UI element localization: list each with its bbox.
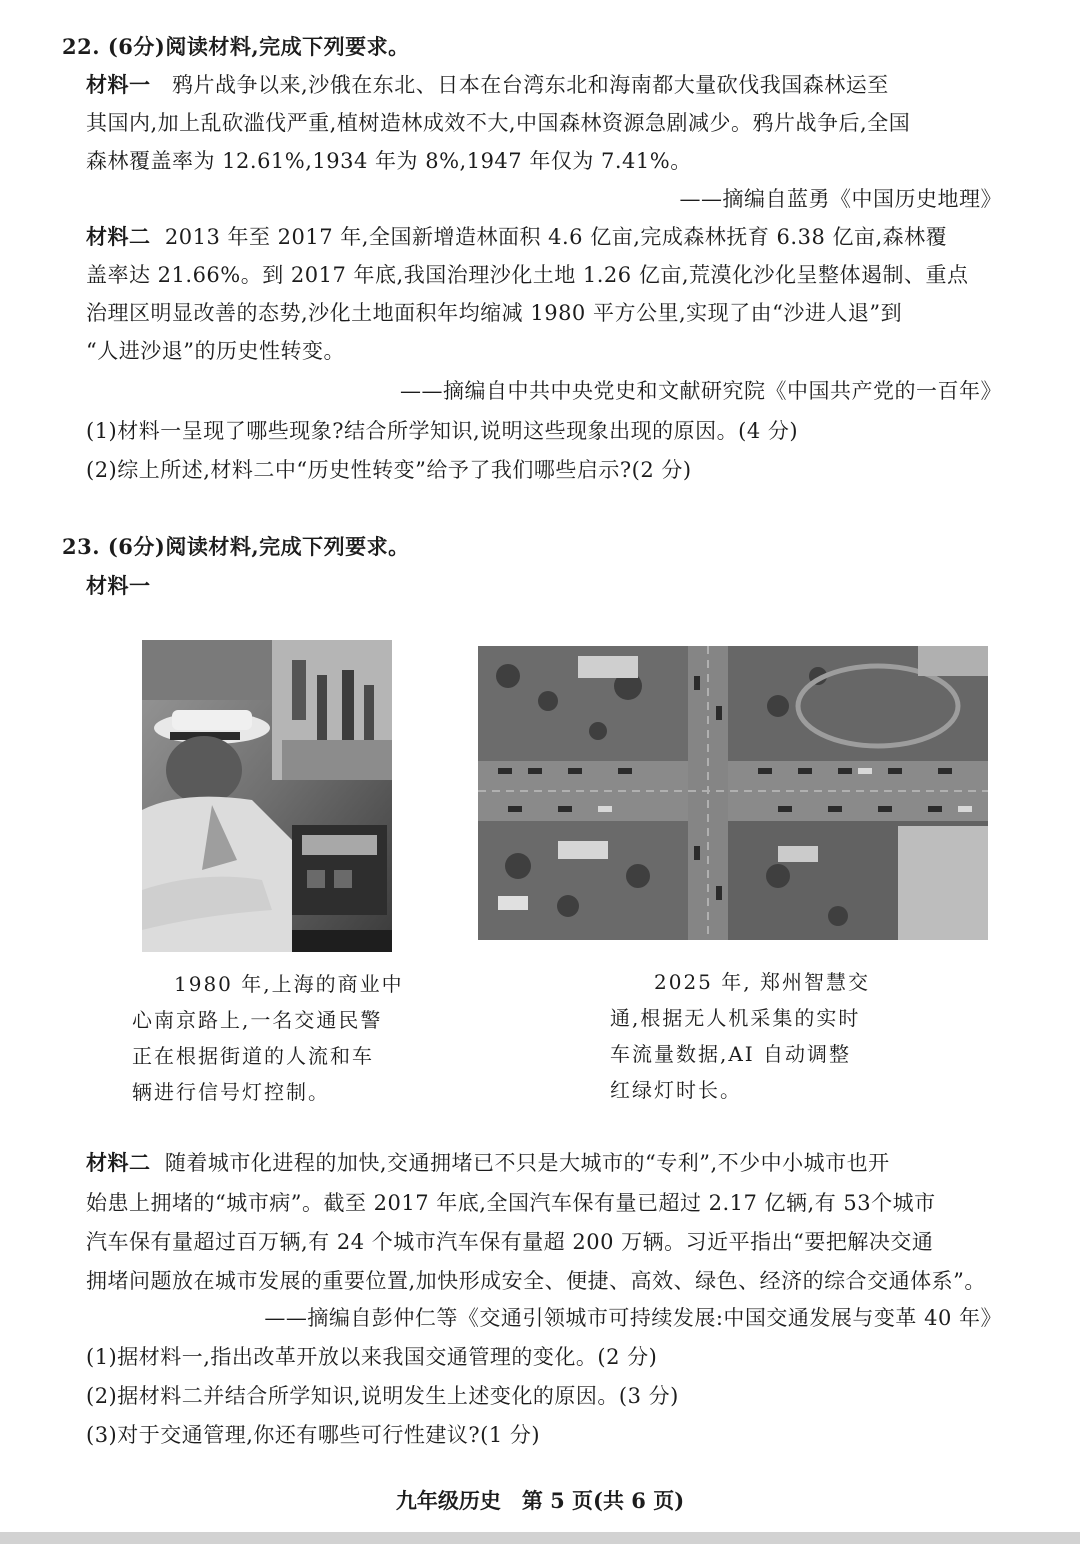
- caption-right-line4: 红绿灯时长。: [610, 1078, 742, 1102]
- q22-material1-line3: 森林覆盖率为 12.61%,1934 年为 8%,1947 年仅为 7.41%。: [86, 149, 692, 173]
- caption-right-line3: 车流量数据,AI 自动调整: [610, 1042, 852, 1066]
- q22-question1: (1)材料一呈现了哪些现象?结合所学知识,说明这些现象出现的原因。(4 分): [86, 419, 799, 443]
- photo-2025-aerial-intersection: [478, 646, 988, 940]
- q23-material2-line4: 拥堵问题放在城市发展的重要位置,加快形成安全、便捷、高效、绿色、经济的综合交通体系”。: [86, 1269, 986, 1293]
- traffic-officer-photo-graphic: [142, 640, 392, 952]
- q22-material1-source: ——摘编自蓝勇《中国历史地理》: [679, 187, 1002, 211]
- bottom-edge-bar: [0, 1532, 1080, 1544]
- q22-material2-line1: 材料二 2013 年至 2017 年,全国新增造林面积 4.6 亿亩,完成森林抚育 6.38 亿亩,森林覆: [86, 224, 948, 249]
- q22-title: 22. (6分)阅读材料,完成下列要求。: [62, 34, 410, 59]
- q22-material2-label: 材料二: [86, 224, 151, 249]
- q23-title: 23. (6分)阅读材料,完成下列要求。: [62, 534, 410, 559]
- aerial-intersection-graphic: [478, 646, 988, 940]
- q22-material1-label: 材料一: [86, 72, 151, 97]
- caption-left-line2: 心南京路上,一名交通民警: [132, 1008, 383, 1032]
- caption-right: [610, 964, 870, 1108]
- q23-question1: (1)据材料一,指出改革开放以来我国交通管理的变化。(2 分): [86, 1345, 658, 1369]
- q22-material2-line2: 盖率达 21.66%。到 2017 年底,我国治理沙化土地 1.26 亿亩,荒漠化沙化呈整体遏制、重点: [86, 263, 969, 287]
- caption-right-line2: 通,根据无人机采集的实时: [610, 1006, 861, 1030]
- q22-question2: (2)综上所述,材料二中“历史性转变”给予了我们哪些启示?(2 分): [86, 458, 692, 482]
- q23-material1-label: 材料一: [86, 573, 151, 598]
- caption-left: [132, 966, 404, 1110]
- q22-material2-line4: “人进沙退”的历史性转变。: [86, 339, 345, 363]
- q22-material2-line3: 治理区明显改善的态势,沙化土地面积年均缩减 1980 平方公里,实现了由“沙进人退”到: [86, 301, 903, 325]
- q23-material2-line2: 始患上拥堵的“城市病”。截至 2017 年底,全国汽车保有量已超过 2.17 亿辆,有 53个城市: [86, 1191, 936, 1215]
- q23-material2-source: ——摘编自彭仲仁等《交通引领城市可持续发展:中国交通发展与变革 40 年》: [264, 1306, 1002, 1330]
- q23-question3: (3)对于交通管理,你还有哪些可行性建议?(1 分): [86, 1423, 541, 1447]
- caption-left-line1: 1980 年,上海的商业中: [174, 972, 404, 996]
- caption-left-line4: 辆进行信号灯控制。: [132, 1080, 330, 1104]
- caption-right-line1: 2025 年, 郑州智慧交: [654, 970, 870, 994]
- caption-left-line3: 正在根据街道的人流和车: [132, 1044, 374, 1068]
- q23-material2-line1: 材料二 随着城市化进程的加快,交通拥堵已不只是大城市的“专利”,不少中小城市也开: [86, 1150, 890, 1175]
- q22-material2-source: ——摘编自中共中央党史和文献研究院《中国共产党的一百年》: [400, 379, 1002, 403]
- photo-1980-traffic-officer: [142, 640, 392, 952]
- page-footer: 九年级历史 第 5 页(共 6 页): [395, 1488, 685, 1513]
- q22-material1-line1: 材料一 鸦片战争以来,沙俄在东北、日本在台湾东北和海南都大量砍伐我国森林运至: [86, 72, 889, 97]
- q22-material1-line2: 其国内,加上乱砍滥伐严重,植树造林成效不大,中国森林资源急剧减少。鸦片战争后,全国: [86, 111, 911, 135]
- q23-material2-label: 材料二: [86, 1150, 151, 1175]
- q23-question2: (2)据材料二并结合所学知识,说明发生上述变化的原因。(3 分): [86, 1384, 679, 1408]
- q23-material2-line3: 汽车保有量超过百万辆,有 24 个城市汽车保有量超 200 万辆。习近平指出“要把解决交通: [86, 1230, 934, 1254]
